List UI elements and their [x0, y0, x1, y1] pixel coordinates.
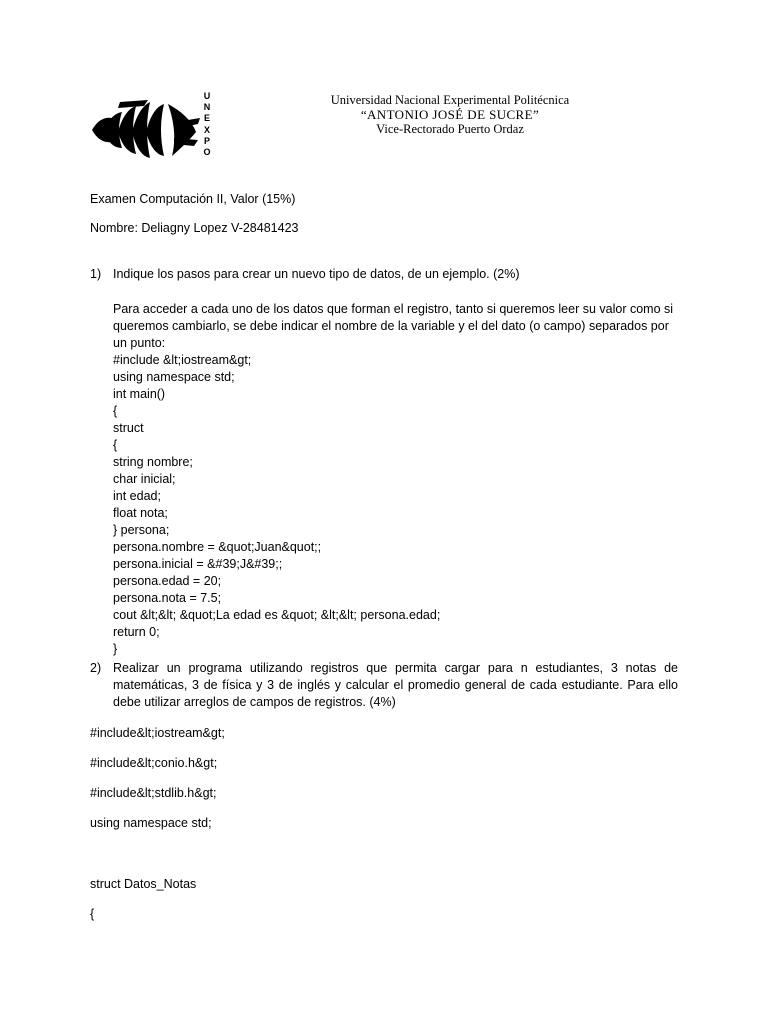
answer-1 — [113, 301, 677, 658]
question-number: 2) — [90, 661, 102, 675]
campus-name: Vice-Rectorado Puerto Ordaz — [376, 122, 524, 136]
code-line: int main() — [113, 387, 166, 401]
code-line: persona.nombre = &quot;Juan&quot;; — [113, 540, 322, 554]
code-line: persona.inicial = &#39;J&#39;; — [113, 557, 283, 571]
institution-name: “ANTONIO JOSÉ DE SUCRE” — [360, 106, 540, 122]
code-line: int edad; — [113, 489, 161, 503]
logo-letter: O — [203, 147, 211, 158]
code-line: char inicial; — [113, 472, 176, 486]
code-line: using namespace std; — [90, 816, 212, 830]
logo-acronym — [200, 91, 214, 158]
code-line: } persona; — [113, 523, 170, 537]
code-line: { — [113, 404, 118, 418]
code-line: #include&lt;conio.h&gt; — [90, 756, 218, 770]
student-name: Nombre: Deliagny Lopez V-28481423 — [90, 221, 299, 235]
logo-letter: X — [203, 124, 210, 135]
code-line: { — [113, 438, 118, 452]
question-text: Indique los pasos para crear un nuevo tipo de datos, de un ejemplo. (2%) — [113, 267, 520, 281]
code-line: return 0; — [113, 625, 160, 639]
code-line: cout &lt;&lt; &quot;La edad es &quot; &lt;&lt; persona.edad; — [113, 608, 441, 622]
code-line: float nota; — [113, 506, 168, 520]
question-1 — [90, 266, 678, 283]
code-line: using namespace std; — [113, 370, 235, 384]
code-line: { — [90, 907, 95, 921]
question-2 — [90, 660, 678, 711]
code-line: persona.edad = 20; — [113, 574, 222, 588]
unexpo-logo — [90, 92, 216, 162]
logo-letter: E — [203, 113, 210, 124]
code-line: #include&lt;iostream&gt; — [90, 726, 225, 740]
code-line: #include&lt;stdlib.h&gt; — [90, 786, 217, 800]
code-line: struct Datos_Notas — [90, 877, 197, 891]
question-text: Realizar un programa utilizando registros que permita cargar para n estudiantes, 3 notas de matemáticas, 3 de física y 3 de inglés y calcular el promedio general de cada estudiante. Para ello debe utilizar arreglos de campos de registros. (4%) — [113, 661, 678, 709]
logo-letter: P — [203, 135, 210, 146]
code-line: persona.nota = 7.5; — [113, 591, 222, 605]
logo-letter: U — [203, 91, 211, 101]
code-line: struct — [113, 421, 144, 435]
question-number: 1) — [90, 267, 102, 281]
code-line: string nombre; — [113, 455, 193, 469]
answer-intro: Para acceder a cada uno de los datos que forman el registro, tanto si queremos leer su valor como si queremos cambiarlo, se debe indicar el nombre de la variable y el del dato (o campo) separados por un punto: — [113, 302, 674, 350]
university-name: Universidad Nacional Experimental Politécnica — [330, 93, 570, 107]
exam-title: Examen Computación II, Valor (15%) — [90, 192, 296, 206]
code-line: #include &lt;iostream&gt; — [113, 353, 252, 367]
code-line: } — [113, 642, 118, 656]
unexpo-emblem-icon — [90, 98, 202, 162]
university-header — [300, 93, 600, 137]
logo-letter: N — [203, 102, 211, 113]
